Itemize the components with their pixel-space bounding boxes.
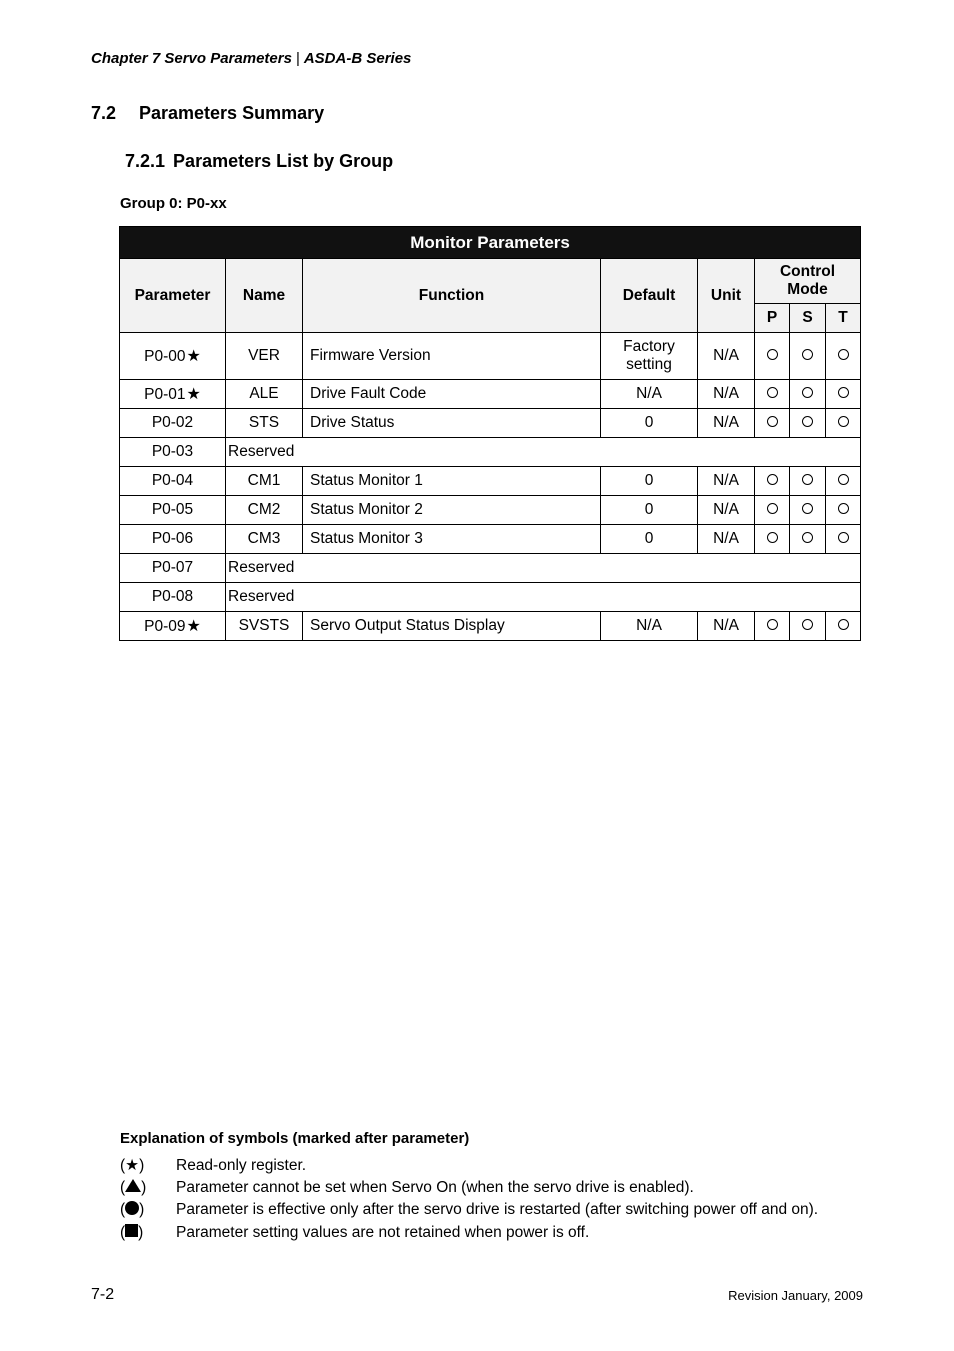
default-value: 0 bbox=[644, 501, 654, 518]
cell-default bbox=[601, 409, 698, 438]
table-row bbox=[120, 525, 861, 554]
header-mode-s: S bbox=[790, 304, 826, 333]
legend-text: Parameter is effective only after the servo drive is restarted (after switching power off and on). bbox=[176, 1201, 819, 1218]
table-row bbox=[120, 612, 861, 641]
cell-mode-p bbox=[755, 467, 790, 496]
section-heading bbox=[91, 103, 324, 124]
cell-parameter bbox=[120, 583, 226, 612]
cell-function: Status Monitor 3 bbox=[303, 525, 601, 554]
default-value: N/A bbox=[636, 385, 662, 402]
cell-mode-s bbox=[790, 380, 826, 409]
header-mode-t: T bbox=[826, 304, 861, 333]
subsection-title: Parameters List by Group bbox=[173, 151, 394, 171]
star-icon: ★ bbox=[125, 1157, 140, 1174]
cell-name: CM1 bbox=[226, 467, 303, 496]
mode-circle-icon bbox=[802, 532, 813, 543]
legend-title: Explanation of symbols (marked after parameter) bbox=[120, 1130, 470, 1147]
mode-circle-icon bbox=[838, 349, 849, 360]
cell-function: Servo Output Status Display bbox=[303, 612, 601, 641]
cell-mode-s bbox=[790, 333, 826, 380]
cell-default bbox=[601, 380, 698, 409]
table-banner-text: Monitor Parameters bbox=[410, 232, 570, 252]
mode-circle-icon bbox=[838, 503, 849, 514]
cell-mode-t bbox=[826, 467, 861, 496]
cell-name: VER bbox=[226, 333, 303, 380]
cell-reserved: Reserved bbox=[226, 554, 861, 583]
legend-item bbox=[120, 1156, 306, 1175]
cell-mode-t bbox=[826, 409, 861, 438]
cell-function: Status Monitor 1 bbox=[303, 467, 601, 496]
mode-circle-icon bbox=[767, 474, 778, 485]
cell-parameter bbox=[120, 467, 226, 496]
cell-mode-t bbox=[826, 612, 861, 641]
chapter-title: Chapter 7 Servo Parameters bbox=[91, 50, 292, 67]
cell-name: CM3 bbox=[226, 525, 303, 554]
legend-item bbox=[120, 1179, 694, 1197]
cell-mode-p bbox=[755, 409, 790, 438]
cell-name: SVSTS bbox=[226, 612, 303, 641]
cell-default bbox=[601, 525, 698, 554]
parameter-code: P0-03 bbox=[151, 443, 194, 460]
cell-mode-p bbox=[755, 525, 790, 554]
header-separator: | bbox=[295, 50, 300, 67]
table-row bbox=[120, 467, 861, 496]
mode-circle-icon bbox=[838, 474, 849, 485]
mode-circle-icon bbox=[767, 619, 778, 630]
legend-item bbox=[120, 1224, 589, 1242]
legend-symbol: ( ) bbox=[120, 1223, 144, 1241]
cell-name: CM2 bbox=[226, 496, 303, 525]
cell-mode-s bbox=[790, 525, 826, 554]
default-value: 0 bbox=[644, 530, 654, 547]
parameter-code: P0-04 bbox=[151, 472, 194, 489]
parameter-code: P0-08 bbox=[151, 588, 194, 605]
cell-parameter bbox=[120, 496, 226, 525]
cell-mode-s bbox=[790, 612, 826, 641]
cell-parameter bbox=[120, 380, 226, 409]
running-header bbox=[91, 50, 411, 67]
table-row bbox=[120, 380, 861, 409]
cell-mode-p bbox=[755, 380, 790, 409]
cell-mode-s bbox=[790, 496, 826, 525]
default-value: 0 bbox=[644, 472, 654, 489]
mode-circle-icon bbox=[767, 349, 778, 360]
page-number: 7-2 bbox=[91, 1286, 115, 1303]
group-title: Group 0: P0-xx bbox=[120, 195, 227, 212]
cell-name: ALE bbox=[226, 380, 303, 409]
section-number: 7.2 bbox=[91, 103, 117, 123]
mode-circle-icon bbox=[802, 474, 813, 485]
header-control-mode bbox=[755, 259, 861, 304]
cell-default bbox=[601, 467, 698, 496]
table-row bbox=[120, 583, 861, 612]
cell-mode-s bbox=[790, 467, 826, 496]
legend-text: Parameter setting values are not retained when power is off. bbox=[176, 1223, 590, 1241]
subsection-heading bbox=[125, 151, 393, 172]
table-body bbox=[120, 333, 861, 641]
legend-item bbox=[120, 1201, 818, 1219]
star-icon: ★ bbox=[186, 618, 201, 635]
table-row bbox=[120, 438, 861, 467]
cell-default bbox=[601, 612, 698, 641]
subsection-number: 7.2.1 bbox=[125, 151, 166, 171]
monitor-parameters-table bbox=[119, 226, 861, 641]
legend-text: Read-only register. bbox=[176, 1157, 307, 1174]
mode-circle-icon bbox=[838, 619, 849, 630]
mode-circle-icon bbox=[767, 387, 778, 398]
parameter-code: P0-09 bbox=[144, 618, 186, 635]
parameter-code: P0-01 bbox=[144, 386, 186, 403]
mode-circle-icon bbox=[767, 532, 778, 543]
control-mode-label: Control Mode bbox=[779, 263, 836, 298]
star-icon: ★ bbox=[186, 386, 201, 403]
cell-unit: N/A bbox=[698, 467, 755, 496]
mode-circle-icon bbox=[802, 619, 813, 630]
cell-function: Drive Fault Code bbox=[303, 380, 601, 409]
mode-circle-icon bbox=[838, 532, 849, 543]
mode-circle-icon bbox=[767, 503, 778, 514]
legend-symbol: ( ) bbox=[120, 1178, 147, 1196]
star-icon: ★ bbox=[186, 348, 201, 365]
cell-parameter bbox=[120, 333, 226, 380]
header-default: Default bbox=[601, 259, 698, 333]
cell-unit: N/A bbox=[698, 333, 755, 380]
cell-unit: N/A bbox=[698, 612, 755, 641]
header-function: Function bbox=[303, 259, 601, 333]
cell-mode-p bbox=[755, 612, 790, 641]
cell-parameter bbox=[120, 438, 226, 467]
cell-default bbox=[601, 496, 698, 525]
mode-circle-icon bbox=[802, 416, 813, 427]
cell-reserved: Reserved bbox=[226, 583, 861, 612]
mode-circle-icon bbox=[802, 503, 813, 514]
section-title: Parameters Summary bbox=[139, 103, 325, 123]
cell-unit: N/A bbox=[698, 409, 755, 438]
parameter-code: P0-06 bbox=[151, 530, 194, 547]
cell-mode-p bbox=[755, 333, 790, 380]
header-name: Name bbox=[226, 259, 303, 333]
parameter-code: P0-02 bbox=[151, 414, 194, 431]
legend-symbol: ( ) bbox=[120, 1201, 145, 1218]
legend-text: Parameter cannot be set when Servo On (when the servo drive is enabled). bbox=[176, 1178, 694, 1196]
parameter-code: P0-07 bbox=[151, 559, 194, 576]
cell-parameter bbox=[120, 409, 226, 438]
triangle-icon bbox=[125, 1179, 141, 1192]
mode-circle-icon bbox=[802, 387, 813, 398]
cell-reserved: Reserved bbox=[226, 438, 861, 467]
filled-square-icon bbox=[125, 1224, 138, 1237]
parameter-code: P0-00 bbox=[144, 348, 186, 365]
cell-mode-t bbox=[826, 333, 861, 380]
series-title: ASDA-B Series bbox=[303, 50, 412, 67]
cell-default bbox=[601, 333, 698, 380]
table-row bbox=[120, 333, 861, 380]
header-parameter: Parameter bbox=[120, 259, 226, 333]
cell-function: Drive Status bbox=[303, 409, 601, 438]
cell-parameter bbox=[120, 525, 226, 554]
table-row bbox=[120, 409, 861, 438]
parameter-code: P0-05 bbox=[151, 501, 194, 518]
table-banner bbox=[120, 227, 861, 259]
cell-name: STS bbox=[226, 409, 303, 438]
default-value: 0 bbox=[644, 414, 654, 431]
cell-parameter bbox=[120, 612, 226, 641]
default-value: N/A bbox=[636, 617, 662, 634]
legend-symbol: (★) bbox=[120, 1157, 145, 1174]
cell-mode-t bbox=[826, 380, 861, 409]
mode-circle-icon bbox=[767, 416, 778, 427]
mode-circle-icon bbox=[802, 349, 813, 360]
revision-note: Revision January, 2009 bbox=[728, 1288, 863, 1303]
table-row bbox=[120, 554, 861, 583]
cell-parameter bbox=[120, 554, 226, 583]
mode-circle-icon bbox=[838, 416, 849, 427]
cell-unit: N/A bbox=[698, 496, 755, 525]
cell-function: Firmware Version bbox=[303, 333, 601, 380]
default-value: Factory setting bbox=[623, 338, 675, 373]
cell-mode-t bbox=[826, 525, 861, 554]
table-row bbox=[120, 496, 861, 525]
cell-function: Status Monitor 2 bbox=[303, 496, 601, 525]
cell-mode-t bbox=[826, 496, 861, 525]
filled-circle-icon bbox=[125, 1201, 139, 1215]
cell-unit: N/A bbox=[698, 380, 755, 409]
cell-mode-s bbox=[790, 409, 826, 438]
cell-unit: N/A bbox=[698, 525, 755, 554]
header-mode-p: P bbox=[755, 304, 790, 333]
header-unit: Unit bbox=[698, 259, 755, 333]
cell-mode-p bbox=[755, 496, 790, 525]
mode-circle-icon bbox=[838, 387, 849, 398]
